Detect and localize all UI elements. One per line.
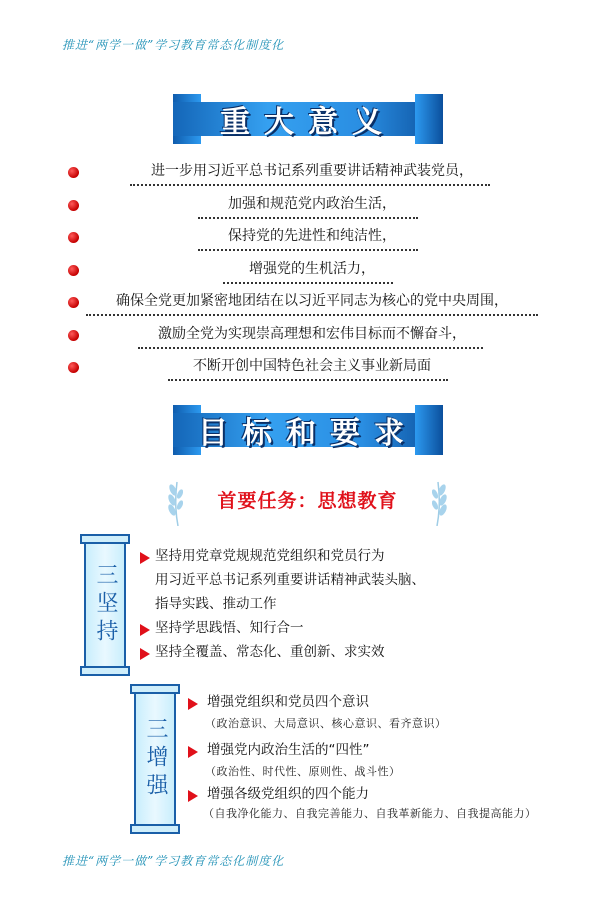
list-item-text: 加强和规范党内政治生活， (228, 195, 396, 212)
scroll-san-zeng-qiang (134, 690, 176, 828)
list-item-text: 增强党的生机活力， (249, 260, 375, 277)
primary-task-heading (165, 480, 450, 528)
dotted-underline (223, 282, 393, 284)
red-arrow-icon (140, 624, 150, 636)
banner-flap-right (415, 405, 443, 455)
commitment-line: 坚持学思践悟、知行合一 (155, 620, 304, 636)
red-bullet-icon (68, 265, 79, 276)
scroll-label: 三增强 (143, 717, 168, 801)
primary-task-text: 首要任务：思想教育 (217, 490, 398, 512)
list-item (68, 225, 538, 258)
banner-flap-right (415, 94, 443, 144)
section-banner-significance (173, 94, 443, 144)
red-arrow-icon (140, 648, 150, 660)
commitment-line: 坚持用党章党规规范党组织和党员行为 (155, 548, 385, 564)
strengthen-item: 增强各级党组织的四个能力 (207, 786, 369, 802)
list-item-text: 确保全党更加紧密地团结在以习近平同志为核心的党中央周围， (116, 293, 508, 309)
commitment-line: 坚持全覆盖、常态化、重创新、求实效 (155, 644, 385, 660)
commitment-line: 用习近平总书记系列重要讲话精神武装头脑、 (155, 572, 425, 588)
red-bullet-icon (68, 330, 79, 341)
red-arrow-icon (140, 552, 150, 564)
list-item (68, 258, 538, 291)
strengthen-detail: （政治意识、大局意识、核心意识、看齐意识） (205, 717, 447, 730)
dotted-underline (86, 314, 538, 316)
significance-list (68, 160, 538, 388)
strengthen-detail: （政治性、时代性、原则性、战斗性） (205, 765, 401, 778)
dotted-underline (198, 217, 418, 219)
red-bullet-icon (68, 232, 79, 243)
strengthen-detail: （自我净化能力、自我完善能力、自我革新能力、自我提高能力） (203, 807, 537, 820)
red-arrow-icon (188, 698, 198, 710)
wheat-ear-icon (432, 480, 450, 526)
red-bullet-icon (68, 362, 79, 373)
red-arrow-icon (188, 746, 198, 758)
red-bullet-icon (68, 200, 79, 211)
scroll-label: 三坚持 (93, 563, 118, 647)
dotted-underline (168, 379, 448, 381)
list-item (68, 193, 538, 226)
red-arrow-icon (188, 790, 198, 802)
red-bullet-icon (68, 167, 79, 178)
list-item-text: 不断开创中国特色社会主义事业新局面 (193, 358, 431, 374)
list-item (68, 290, 538, 323)
list-item-text: 进一步用习近平总书记系列重要讲话精神武装党员， (151, 163, 473, 179)
strengthen-item: 增强党组织和党员四个意识 (207, 694, 369, 710)
dotted-underline (138, 347, 483, 349)
dotted-underline (198, 249, 418, 251)
running-header: 推进“两学一做”学习教育常态化制度化 (62, 38, 285, 52)
list-item-text: 激励全党为实现崇高理想和宏伟目标而不懈奋斗， (158, 325, 466, 342)
list-item (68, 160, 538, 193)
commitment-line: 指导实践、推动工作 (155, 596, 277, 612)
list-item (68, 355, 538, 388)
section-title: 重大意义 (220, 105, 396, 140)
running-footer: 推进“两学一做”学习教育常态化制度化 (62, 854, 285, 868)
strengthen-item: 增强党内政治生活的“四性” (207, 742, 370, 758)
section-banner-goals (173, 405, 443, 455)
scroll-san-jian-chi (84, 540, 126, 670)
list-item (68, 323, 538, 356)
section-title: 目标和要求 (198, 416, 418, 451)
red-bullet-icon (68, 297, 79, 308)
dotted-underline (130, 184, 490, 186)
list-item-text: 保持党的先进性和纯洁性， (228, 228, 396, 244)
